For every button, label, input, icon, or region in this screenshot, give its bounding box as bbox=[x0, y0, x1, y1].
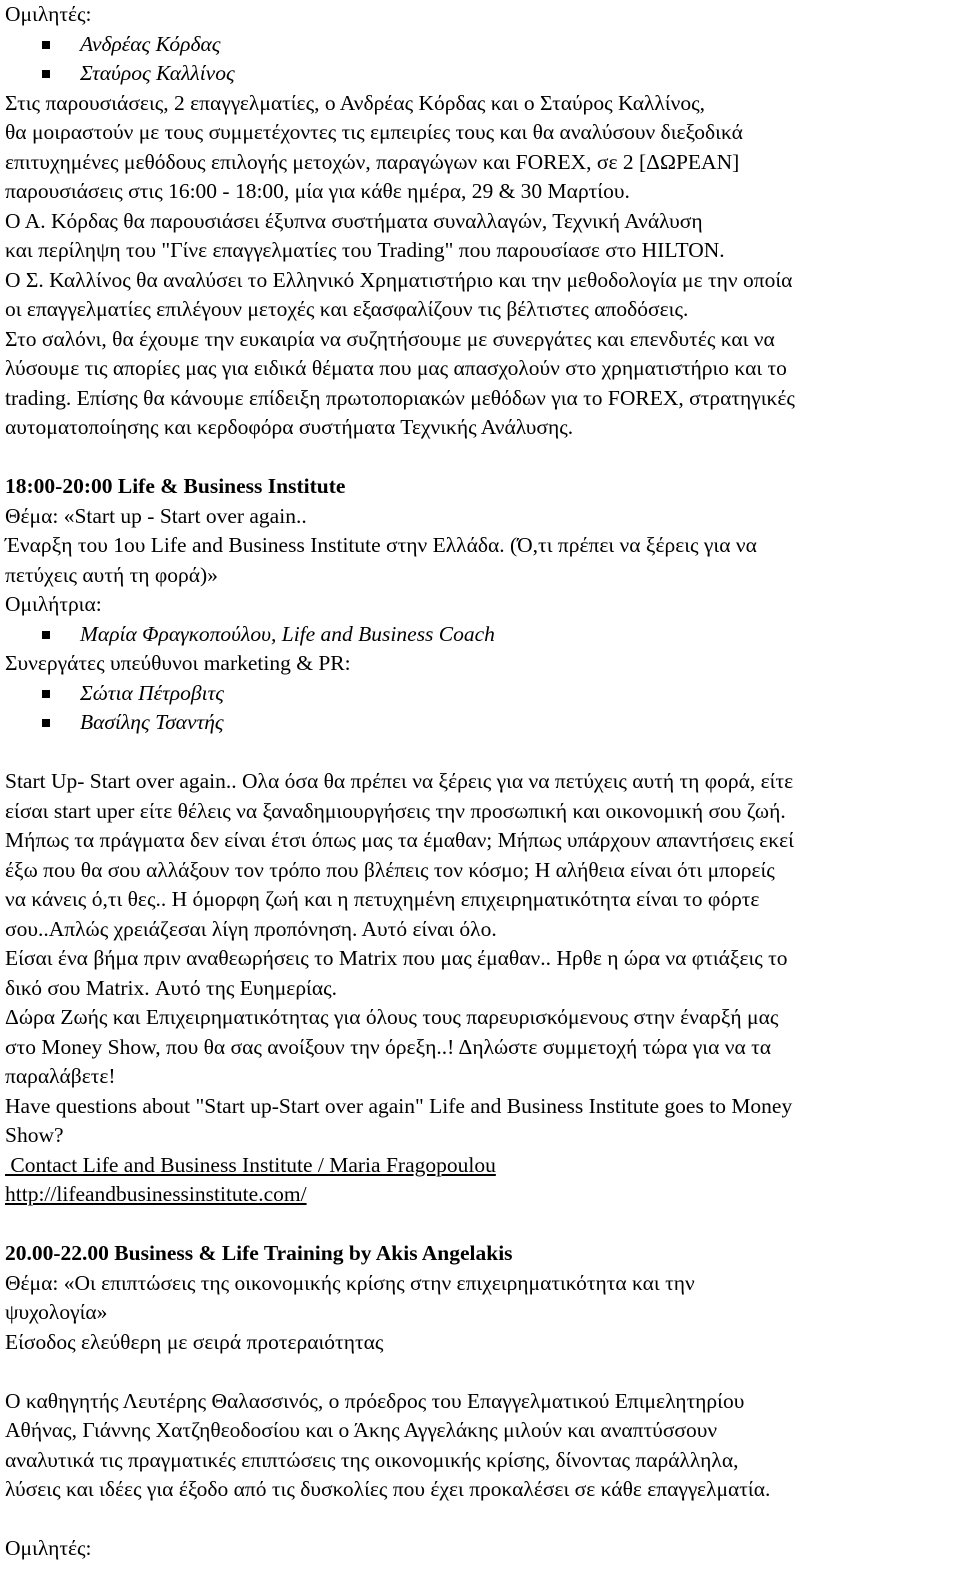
url-link-row bbox=[5, 1180, 955, 1210]
paragraph-line: να κάνεις ό,τι θες.. Η όμορφη ζωή και η πετυχημένη επιχειρηματικότητα είναι το φόρτε bbox=[5, 887, 760, 911]
paragraph-line: Δώρα Ζωής και Επιχειρηματικότητας για όλους τους παρευρισκόμενους στην έναρξή μας bbox=[5, 1005, 779, 1029]
paragraph-line: Ο καθηγητής Λευτέρης Θαλασσινός, ο πρόεδρος του Επαγγελματικού Επιμελητηρίου bbox=[5, 1388, 745, 1413]
presentations-paragraph bbox=[5, 89, 955, 443]
contact-link[interactable]: Contact Life and Business Institute / Maria Fragopoulou bbox=[5, 1152, 496, 1177]
speaker-bullet-item bbox=[5, 59, 955, 89]
partner-bullet-item bbox=[5, 679, 955, 709]
paragraph-line: Ο Α. Κόρδας θα παρουσιάσει έξυπνα συστήματα συναλλαγών, Τεχνική Ανάλυση bbox=[5, 208, 703, 233]
speakers-label: Ομιλητές: bbox=[5, 2, 92, 26]
speaker-bullet-item bbox=[5, 620, 955, 650]
theme-line: Θέμα: «Οι επιπτώσεις της οικονομικής κρίσης στην επιχειρηματικότητα και την bbox=[5, 1270, 695, 1295]
square-bullet-icon bbox=[42, 719, 50, 727]
paragraph-line: και περίληψη του "Γίνε επαγγελματίες του Trading" που παρουσίασε στο HILTON. bbox=[5, 238, 725, 262]
speaker-name: Σταύρος Καλλίνος bbox=[80, 61, 235, 85]
speakers-label: Ομιλητές: bbox=[5, 1536, 92, 1560]
paragraph-line: Have questions about "Start up-Start over again" Life and Business Institute goes to Money bbox=[5, 1093, 793, 1118]
square-bullet-icon bbox=[42, 41, 50, 49]
paragraph-line: αναλυτικά τις πραγματικές επιπτώσεις της οικονομικής κρίσης, δίνοντας παράλληλα, bbox=[5, 1447, 739, 1472]
paragraph-line: λύσεις και ιδέες για έξοδο από τις δυσκολίες που έχει προκαλέσει σε κάθε επαγγελματία. bbox=[5, 1477, 771, 1501]
spacer bbox=[5, 443, 955, 473]
paragraph-line: Αθήνας, Γιάννης Χατζηθεοδοσίου και ο Άκης Αγγελάκης μιλούν και αναπτύσσουν bbox=[5, 1418, 718, 1442]
paragraph-line: στο Money Show, που θα σας ανοίξουν την όρεξη..! Δηλώστε συμμετοχή τώρα για να τα bbox=[5, 1034, 771, 1059]
speaker-name: Μαρία Φραγκοπούλου, Life and Business Coach bbox=[80, 621, 495, 646]
paragraph-line: είσαι start uper είτε θέλεις να ξαναδημιουργήσεις την προσωπική και οικονομική σου ζωή. bbox=[5, 798, 786, 823]
square-bullet-icon bbox=[42, 631, 50, 639]
paragraph-line: έξω που θα σου αλλάξουν τον τρόπο που βλέπεις τον κόσμο; Η αλήθεια είναι ότι μπορείς bbox=[5, 857, 775, 882]
paragraph-line: λύσουμε τις απορίες μας για ειδικά θέματα που μας απασχολούν στο χρηματιστήριο και το bbox=[5, 356, 787, 380]
paragraph-line: Στο σαλόνι, θα έχουμε την ευκαιρία να συζητήσουμε με συνεργάτες και επενδυτές και να bbox=[5, 326, 775, 351]
square-bullet-icon bbox=[42, 70, 50, 78]
speaker-label: Ομιλήτρια: bbox=[5, 592, 102, 616]
theme-line: Έναρξη του 1ου Life and Business Institute στην Ελλάδα. (Ό,τι πρέπει να ξέρεις για να bbox=[5, 533, 757, 557]
square-bullet-icon bbox=[42, 690, 50, 698]
paragraph-line: παραλάβετε! bbox=[5, 1064, 116, 1088]
theme-line: πετύχεις αυτή τη φορά)» bbox=[5, 562, 218, 587]
theme-line: Θέμα: «Start up - Start over again.. bbox=[5, 503, 307, 528]
speaker-name: Ανδρέας Κόρδας bbox=[80, 31, 221, 56]
paragraph-line: αυτοματοποίησης και κερδοφόρα συστήματα Τεχνικής Ανάλυσης. bbox=[5, 415, 574, 439]
training-description bbox=[5, 1387, 955, 1505]
paragraph-line: σου..Απλώς χρειάζεσαι λίγη προπόνηση. Αυτό είναι όλο. bbox=[5, 916, 497, 941]
partner-name: Βασίλης Τσαντής bbox=[80, 710, 224, 734]
website-link[interactable]: http://lifeandbusinessinstitute.com/ bbox=[5, 1182, 307, 1206]
theme-line: ψυχολογία» bbox=[5, 1300, 108, 1324]
paragraph-line: θα μοιραστούν με τους συμμετέχοντες τις εμπειρίες τους και θα αναλύσουν διεξοδικά bbox=[5, 120, 743, 144]
partner-bullet-item bbox=[5, 708, 955, 738]
contact-link-row bbox=[5, 1151, 955, 1181]
session-heading: 18:00-20:00 Life & Business Institute bbox=[5, 474, 346, 498]
partner-name: Σώτια Πέτροβιτς bbox=[80, 680, 224, 705]
entry-line: Είσοδος ελεύθερη με σειρά προτεραιότητας bbox=[5, 1329, 384, 1354]
paragraph-line: Ο Σ. Καλλίνος θα αναλύσει το Ελληνικό Χρηματιστήριο και την μεθοδολογία με την οποία bbox=[5, 267, 793, 292]
paragraph-line: Μήπως τα πράγματα δεν είναι έτσι όπως μας τα έμαθαν; Μήπως υπάρχουν απαντήσεις εκεί bbox=[5, 828, 794, 852]
paragraph-line: Στις παρουσιάσεις, 2 επαγγελματίες, ο Ανδρέας Κόρδας και ο Σταύρος Καλλίνος, bbox=[5, 90, 705, 115]
paragraph-line: οι επαγγελματίες επιλέγουν μετοχές και εξασφαλίζουν τις βέλτιστες αποδόσεις. bbox=[5, 297, 689, 321]
partners-label: Συνεργάτες υπεύθυνοι marketing & PR: bbox=[5, 651, 351, 675]
institute-description bbox=[5, 767, 955, 1151]
spacer bbox=[5, 1210, 955, 1240]
paragraph-line: trading. Επίσης θα κάνουμε επίδειξη πρωτοποριακών μεθόδων για το FOREX, στρατηγικές bbox=[5, 385, 795, 410]
spacer bbox=[5, 738, 955, 768]
paragraph-line: Show? bbox=[5, 1123, 64, 1147]
paragraph-line: επιτυχημένες μεθόδους επιλογής μετοχών, παραγώγων και FOREX, σε 2 [ΔΩΡΕΑΝ] bbox=[5, 149, 740, 174]
paragraph-line: Είσαι ένα βήμα πριν αναθεωρήσεις το Matrix που μας έμαθαν.. Ηρθε η ώρα να φτιάξεις το bbox=[5, 946, 788, 970]
spacer bbox=[5, 1357, 955, 1387]
paragraph-line: παρουσιάσεις στις 16:00 - 18:00, μία για κάθε ημέρα, 29 & 30 Μαρτίου. bbox=[5, 179, 630, 203]
spacer bbox=[5, 1505, 955, 1535]
session-heading: 20.00-22.00 Business & Life Training by Akis Angelakis bbox=[5, 1241, 513, 1265]
paragraph-line: δικό σου Matrix. Αυτό της Ευημερίας. bbox=[5, 975, 337, 1000]
speaker-bullet-item bbox=[5, 30, 955, 60]
paragraph-line: Start Up- Start over again.. Ολα όσα θα πρέπει να ξέρεις για να πετύχεις αυτή τη φορά, είτε bbox=[5, 769, 794, 793]
